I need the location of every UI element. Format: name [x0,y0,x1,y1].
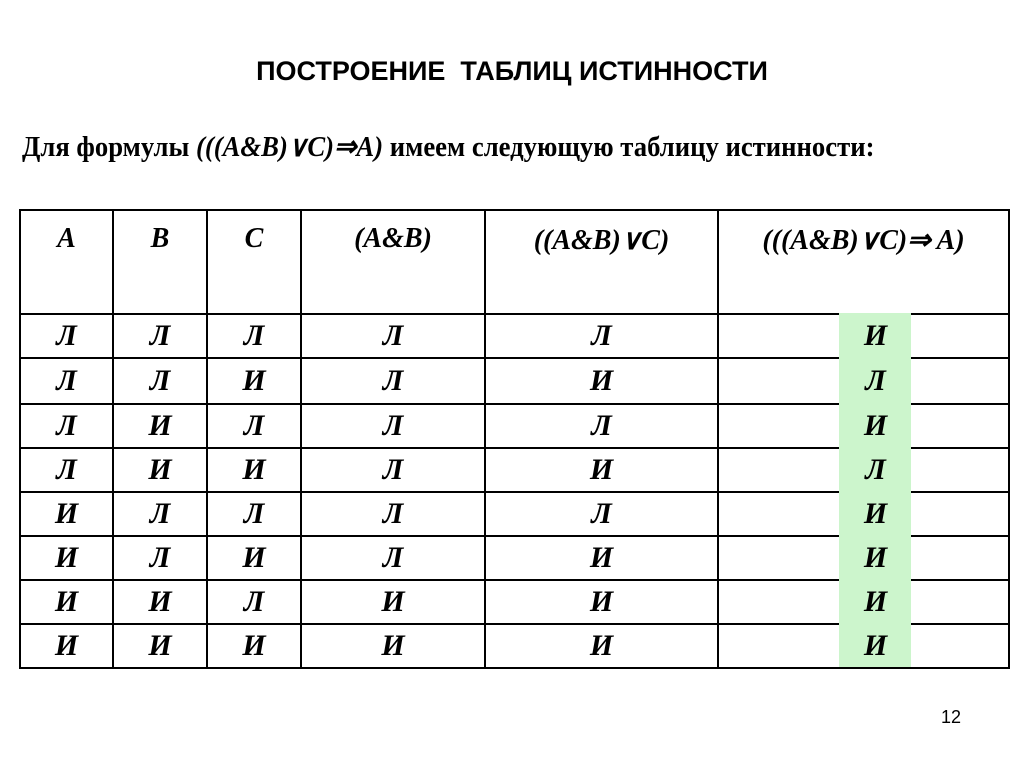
table-cell: И [207,448,301,492]
table-cell: Л [301,314,485,358]
table-row [20,624,1009,668]
table-cell: И [485,536,718,580]
result-value: И [863,541,888,574]
table-cell: И [207,358,301,404]
result-value: И [863,409,888,442]
table-cell: Л [20,314,113,358]
page-number: 12 [941,707,962,727]
table-cell: Л [207,492,301,536]
header-cell-a-and-b: (A&B) [301,210,485,314]
table-cell: Л [113,536,207,580]
table-cell: И [113,404,207,448]
table-cell: Л [20,448,113,492]
result-value: И [863,497,888,530]
table-cell: И [20,624,113,668]
table-cell: И [207,536,301,580]
table-cell: Л [207,404,301,448]
slide-subtitle [22,129,933,164]
result-cell [718,314,1009,358]
table-cell: И [113,624,207,668]
table-row [20,536,1009,580]
table-cell: И [113,448,207,492]
result-value: И [863,629,888,662]
table-cell: Л [301,492,485,536]
header-cell-b: B [113,210,207,314]
table-row [20,448,1009,492]
table-cell: И [20,580,113,624]
table-cell: Л [113,358,207,404]
table-row [20,404,1009,448]
table-row [20,580,1009,624]
table-cell: Л [485,314,718,358]
header-cell-implication: (((A&B)∨C)⇒ A) [718,210,1009,314]
result-cell [718,404,1009,448]
table-row [20,358,1009,404]
truth-table [19,209,1010,669]
table-cell: Л [20,358,113,404]
table-cell: Л [113,314,207,358]
result-cell [718,358,1009,404]
table-cell: Л [301,404,485,448]
result-value: Л [865,364,886,397]
result-cell [718,624,1009,668]
header-cell-a: A [20,210,113,314]
result-cell [718,448,1009,492]
result-cell [718,492,1009,536]
table-cell: И [485,624,718,668]
table-row [20,492,1009,536]
result-cell [718,580,1009,624]
result-value: И [863,319,888,352]
header-cell-a-and-b-or-c: ((A&B)∨C) [485,210,718,314]
table-cell: Л [485,404,718,448]
table-cell: Л [20,404,113,448]
table-cell: И [485,448,718,492]
result-cell [718,536,1009,580]
subtitle-intro: Для формулы [22,131,196,163]
table-cell: Л [207,580,301,624]
table-row [20,314,1009,358]
table-cell: И [113,580,207,624]
table-cell: И [20,536,113,580]
table-cell: И [301,624,485,668]
table-cell: И [20,492,113,536]
table-cell: Л [113,492,207,536]
result-value: Л [865,453,886,486]
table-cell: И [301,580,485,624]
table-cell: Л [485,492,718,536]
table-cell: И [207,624,301,668]
result-value: И [863,585,888,618]
table-cell: И [485,580,718,624]
table-cell: Л [207,314,301,358]
header-cell-c: C [207,210,301,314]
table-cell: И [485,358,718,404]
table-cell: Л [301,536,485,580]
slide-title: ПОСТРОЕНИЕ ТАБЛИЦ ИСТИННОСТИ [256,56,768,86]
subtitle-outro: имеем следующую таблицу истинности: [383,131,875,163]
table-header-row [20,210,1009,314]
subtitle-formula: (((A&B)∨C)⇒A) [195,131,384,163]
table-cell: Л [301,448,485,492]
table-cell: Л [301,358,485,404]
